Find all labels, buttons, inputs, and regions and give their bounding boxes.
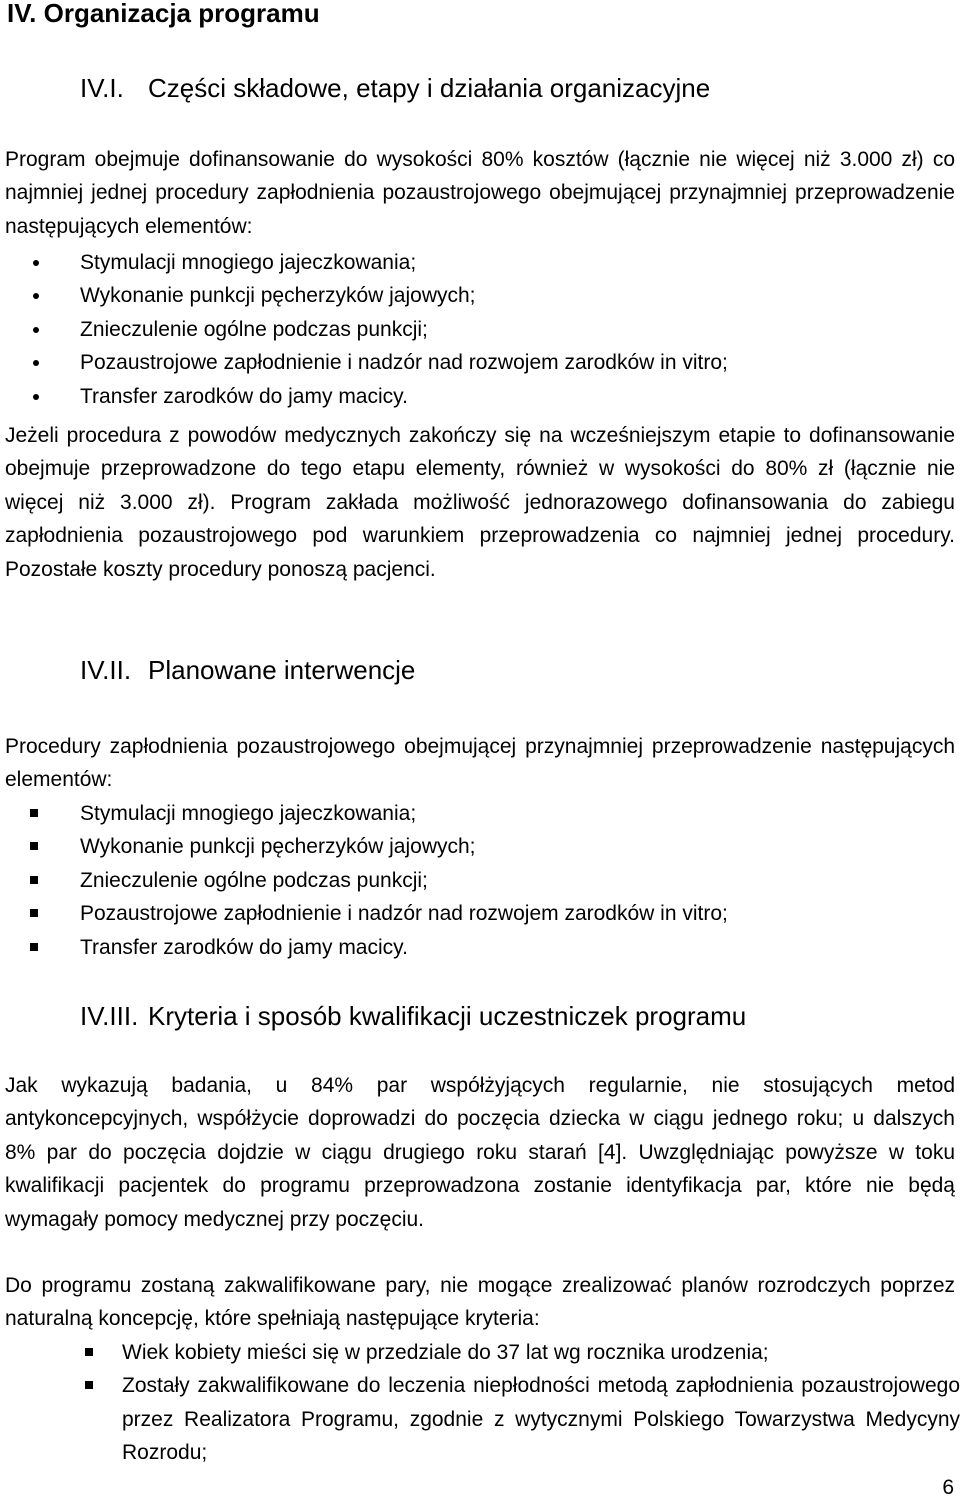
subsection-heading-2: [80, 655, 415, 685]
subsection-number: IV.III.: [80, 1001, 139, 1031]
subsection-number: IV.I.: [80, 73, 124, 103]
list-item: Pozaustrojowe zapłodnienie i nadzór nad rozwojem zarodków in vitro;: [5, 897, 955, 930]
list-item: Znieczulenie ogólne podczas punkcji;: [5, 864, 955, 897]
subsection-title: Kryteria i sposób kwalifikacji uczestniczek programu: [148, 1001, 747, 1031]
bullet-dot-icon: [33, 260, 39, 266]
qualification-criteria-intro: Do programu zostaną zakwalifikowane pary, nie mogące zrealizować planów rozrodczych poprzez naturalną koncepcję, które spełniają następujące kryteria:: [5, 1274, 955, 1331]
early-termination-paragraph: Jeżeli procedura z powodów medycznych zakończy się na wcześniejszym etapie to dofinansowanie obejmuje przeprowadzone do tego etapu elementy, również w wysokości do 80% zł (łącznie nie więcej niż 3.000 zł). Program zakłada możliwość jednorazowego dofinansowania do zabiegu zapłodnienia pozaustrojowego pod warunkiem przeprowadzenia co najmniej jednej procedury. Pozostałe koszty procedury ponoszą pacjenci.: [5, 424, 955, 581]
bullet-square-icon: [30, 809, 38, 817]
list-item: Transfer zarodków do jamy macicy.: [5, 380, 955, 413]
interventions-list: [5, 797, 955, 964]
list-item: Pozaustrojowe zapłodnienie i nadzór nad rozwojem zarodków in vitro;: [5, 346, 955, 379]
list-item: Wykonanie punkcji pęcherzyków jajowych;: [5, 830, 955, 863]
qualification-research-paragraph: Jak wykazują badania, u 84% par współżyjących regularnie, nie stosujących metod antykoncepcyjnych, współżycie doprowadzi do poczęcia dziecka w ciągu jednego roku; u dalszych 8% par do poczęcia dojdzie w ciągu drugiego roku starań [4]. Uwzględniając powyższe w toku kwalifikacji pacjentek do programu przeprowadzona zostanie identyfikacja par, które nie będą wymagały pomocy medycznej przy poczęciu.: [5, 1074, 955, 1231]
list-item: Znieczulenie ogólne podczas punkcji;: [5, 313, 955, 346]
bullet-dot-icon: [33, 293, 39, 299]
list-item: Wykonanie punkcji pęcherzyków jajowych;: [5, 279, 955, 312]
list-item: Stymulacji mnogiego jajeczkowania;: [5, 246, 955, 279]
page-number: 6: [942, 1476, 954, 1499]
procedure-elements-list: [5, 246, 955, 413]
bullet-square-icon: [85, 1381, 93, 1389]
list-item: Wiek kobiety mieści się w przedziale do 37 lat wg rocznika urodzenia;: [5, 1336, 960, 1369]
bullet-square-icon: [30, 909, 38, 917]
bullet-dot-icon: [33, 360, 39, 366]
subsection-title: Części składowe, etapy i działania organizacyjne: [148, 73, 711, 103]
bullet-square-icon: [30, 876, 38, 884]
bullet-square-icon: [30, 842, 38, 850]
list-item: Transfer zarodków do jamy macicy.: [5, 931, 955, 964]
bullet-dot-icon: [33, 394, 39, 400]
section-title: IV. Organizacja programu: [7, 0, 320, 28]
bullet-dot-icon: [33, 327, 39, 333]
bullet-square-icon: [85, 1348, 93, 1356]
subsection-number: IV.II.: [80, 655, 132, 685]
qualification-criteria-list: [5, 1336, 960, 1470]
subsection-heading-3: [80, 1001, 746, 1031]
interventions-intro-paragraph: Procedury zapłodnienia pozaustrojowego obejmującej przynajmniej przeprowadzenie następujących elementów:: [5, 735, 955, 792]
list-item: Stymulacji mnogiego jajeczkowania;: [5, 797, 955, 830]
bullet-square-icon: [30, 943, 38, 951]
subsection-title: Planowane interwencje: [148, 655, 416, 685]
subsection-heading-1: [80, 73, 710, 103]
list-item: Zostały zakwalifikowane do leczenia niepłodności metodą zapłodnienia pozaustrojowego przez Realizatora Programu, zgodnie z wytycznymi Polskiego Towarzystwa Medycyny Rozrodu;: [5, 1369, 960, 1469]
program-intro-paragraph: Program obejmuje dofinansowanie do wysokości 80% kosztów (łącznie nie więcej niż 3.000 zł) co najmniej jednej procedury zapłodnienia pozaustrojowego obejmującej przynajmniej przeprowadzenie następujących elementów:: [5, 148, 955, 238]
